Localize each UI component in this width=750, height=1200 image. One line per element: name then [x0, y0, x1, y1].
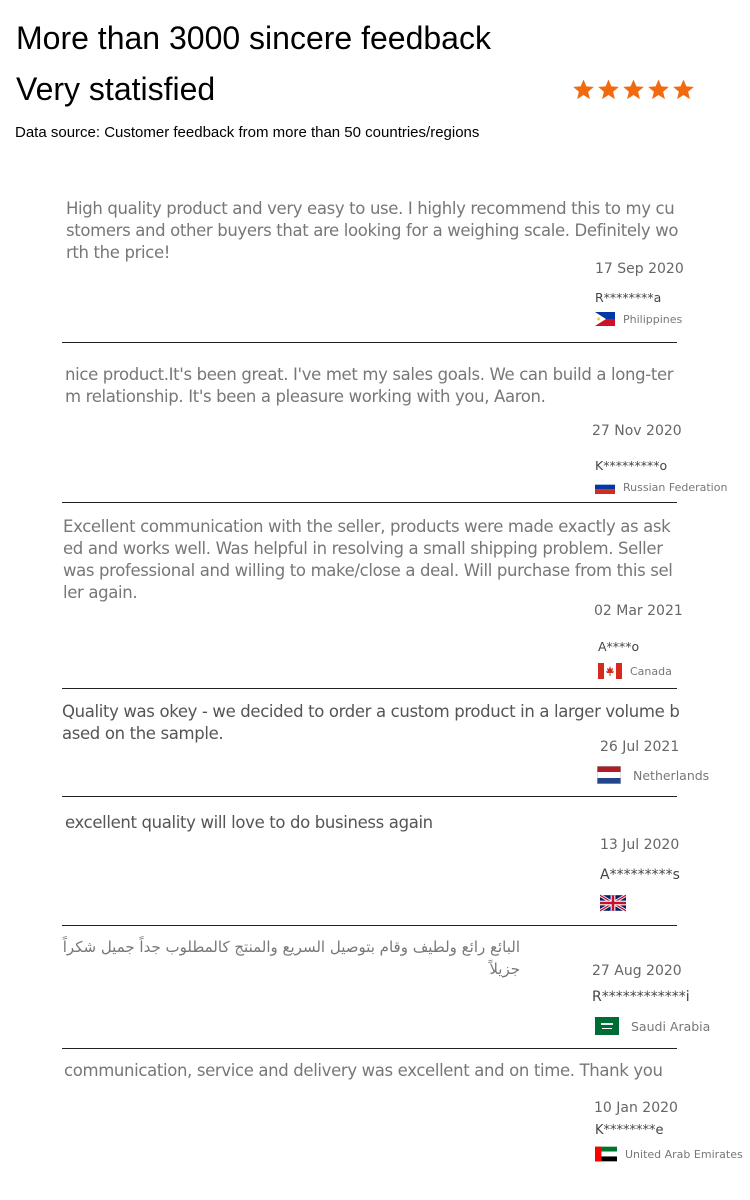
review-text: nice product.It's been great. I've met my sales goals. We can build a long-term relationship. It's been a pleasure working with you, Aaron.	[65, 365, 674, 406]
review-divider	[62, 502, 677, 503]
country-name: Philippines	[623, 312, 683, 326]
reviewer-country	[598, 663, 672, 679]
review-date: 26 Jul 2021	[600, 739, 680, 755]
review-date: 10 Jan 2020	[594, 1100, 678, 1116]
rating-stars	[572, 78, 695, 101]
canada-flag-icon	[598, 663, 622, 679]
reviewer-name: K*********o	[595, 458, 668, 473]
review-text: Excellent communication with the seller, products were made exactly as asked and works well. Was helpful in resolving a small shipping problem. Seller was professional and willing to make/close a deal. Will purchase from this seller again.	[63, 517, 673, 602]
reviewer-country	[595, 1146, 743, 1162]
review-divider	[62, 925, 677, 926]
reviewer-name: R************i	[592, 989, 690, 1005]
review-divider	[62, 796, 677, 797]
saudi-arabia-flag-icon	[595, 1017, 619, 1035]
reviewer-country	[597, 766, 709, 784]
star-icon	[572, 78, 595, 101]
review-date: 17 Sep 2020	[595, 261, 684, 277]
star-icon	[597, 78, 620, 101]
country-name: Netherlands	[633, 767, 710, 783]
reviewer-name: R********a	[595, 290, 662, 305]
star-icon	[622, 78, 645, 101]
reviewer-country	[595, 480, 727, 494]
review-text: High quality product and very easy to use. I highly recommend this to my customers and other buyers that are looking for a weighing scale. Definitely worth the price!	[66, 199, 679, 262]
review-divider	[62, 342, 677, 343]
review-date: 02 Mar 2021	[594, 603, 683, 619]
reviewer-name: A*********s	[600, 867, 680, 883]
review-text: Quality was okey - we decided to order a custom product in a larger volume based on the sample.	[62, 702, 680, 743]
review-text: communication, service and delivery was excellent and on time. Thank you	[64, 1061, 663, 1080]
netherlands-flag-icon	[597, 766, 621, 784]
review-text: excellent quality will love to do business again	[65, 813, 433, 832]
review-date: 27 Nov 2020	[592, 423, 682, 439]
review-divider	[62, 688, 677, 689]
reviewer-name: K********e	[595, 1123, 664, 1138]
uae-flag-icon	[595, 1146, 617, 1162]
reviewer-name: A****o	[598, 639, 640, 654]
uk-flag-icon	[600, 894, 626, 912]
page-title: More than 3000 sincere feedback	[16, 20, 491, 56]
review-date: 13 Jul 2020	[600, 837, 680, 853]
reviewer-country	[600, 894, 626, 912]
review-date: 27 Aug 2020	[592, 963, 682, 979]
philippines-flag-icon	[595, 312, 615, 326]
reviewer-country	[595, 1017, 710, 1035]
review-text: البائع رائع ولطيف وقام بتوصيل السريع والمنتج كالمطلوب جداً جميل شكراً جزيلاً	[62, 938, 520, 978]
data-source-note: Data source: Customer feedback from more than 50 countries/regions	[15, 124, 480, 141]
country-name: Canada	[630, 664, 672, 678]
review-divider	[62, 1048, 677, 1049]
star-icon	[672, 78, 695, 101]
country-name: Saudi Arabia	[631, 1018, 711, 1034]
star-icon	[647, 78, 670, 101]
country-name: Russian Federation	[623, 480, 728, 494]
russia-flag-icon	[595, 480, 615, 494]
page-subtitle: Very statisfied	[16, 71, 216, 107]
country-name: United Arab Emirates	[625, 1147, 743, 1161]
reviewer-country	[595, 312, 682, 326]
